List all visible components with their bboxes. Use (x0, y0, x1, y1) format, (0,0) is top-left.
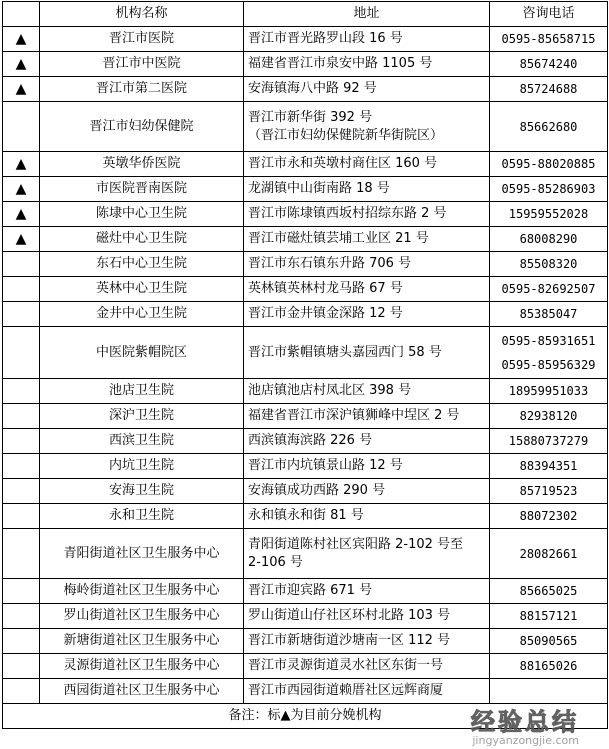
address-line: 晋江市新塘街道沙塘南一区 112 号 (248, 633, 451, 648)
phone-number: 0595-85931651 (501, 333, 596, 348)
address-line: 晋江市迎宾路 671 号 (248, 583, 373, 598)
institution-phone (490, 227, 608, 252)
delivery-marker-icon (3, 454, 40, 479)
table-row (3, 277, 608, 302)
institution-address (244, 52, 490, 77)
header-name: 机构名称 (40, 2, 244, 27)
address-line: 晋江市新华街 392 号 (248, 109, 373, 125)
institution-phone (490, 429, 608, 454)
institution-address (244, 152, 490, 177)
phone-number: 85719523 (519, 484, 578, 498)
institution-name: 中医院紫帽院区 (40, 327, 244, 379)
institution-phone (490, 579, 608, 604)
phone-number: 0595-82692507 (501, 282, 596, 296)
institution-name: 安海卫生院 (40, 479, 244, 504)
institution-phone (490, 302, 608, 327)
phone-number: 85090565 (519, 634, 578, 648)
institution-address (244, 404, 490, 429)
phone-number: 85665025 (519, 584, 578, 598)
phone-number: 85385047 (519, 307, 578, 321)
institution-address (244, 252, 490, 277)
header-row (3, 2, 608, 27)
institution-phone (490, 454, 608, 479)
institution-name: 灵源街道社区卫生服务中心 (40, 654, 244, 679)
table-row (3, 227, 608, 252)
delivery-marker-icon (3, 579, 40, 604)
institution-name: 东石中心卫生院 (40, 252, 244, 277)
address-line: 英林镇英林村龙马路 67 号 (248, 281, 403, 296)
institution-name: 西滨卫生院 (40, 429, 244, 454)
phone-number: 85674240 (519, 57, 578, 71)
table-row (3, 479, 608, 504)
table-row (3, 177, 608, 202)
institution-name: 青阳街道社区卫生服务中心 (40, 529, 244, 579)
delivery-marker-icon (3, 379, 40, 404)
institution-name: 罗山街道社区卫生服务中心 (40, 604, 244, 629)
phone-number: 18959951033 (508, 384, 589, 398)
watermark-url-text: jingyanzongjie.com (472, 734, 579, 747)
delivery-marker-icon (3, 302, 40, 327)
table-row (3, 252, 608, 277)
address-line: 安海镇成功西路 290 号 (248, 483, 386, 498)
address-line: 晋江市内坑镇景山路 12 号 (248, 458, 403, 473)
address-line: 晋江市灵源街道灵水社区东街一号 (248, 658, 444, 673)
phone-number: 85662680 (519, 119, 578, 134)
institution-name: 金井中心卫生院 (40, 302, 244, 327)
institution-phone (490, 654, 608, 679)
institution-phone (490, 202, 608, 227)
table-row (3, 102, 608, 152)
delivery-marker-icon: ▲ (3, 52, 40, 77)
address-line: 青阳街道陈村社区宾阳路 2-102 号至 (248, 536, 464, 552)
institution-address (244, 504, 490, 529)
institution-name: 陈埭中心卫生院 (40, 202, 244, 227)
delivery-marker-icon (3, 429, 40, 454)
delivery-marker-icon: ▲ (3, 152, 40, 177)
delivery-marker-icon: ▲ (3, 77, 40, 102)
institution-name: 深沪卫生院 (40, 404, 244, 429)
delivery-marker-icon (3, 504, 40, 529)
table-row (3, 679, 608, 704)
watermark-main-text: 经验总结 (471, 708, 579, 736)
institution-phone (490, 152, 608, 177)
institution-address (244, 654, 490, 679)
table-row (3, 77, 608, 102)
table-row (3, 27, 608, 52)
institution-address (244, 202, 490, 227)
phone-number: 85508320 (519, 257, 578, 271)
delivery-marker-icon (3, 277, 40, 302)
phone-number: 88072302 (519, 509, 578, 523)
institution-address (244, 327, 490, 379)
institution-address (244, 379, 490, 404)
institution-address (244, 679, 490, 704)
institution-name: 晋江市妇幼保健院 (40, 102, 244, 152)
institution-name: 英林中心卫生院 (40, 277, 244, 302)
table-body (3, 27, 608, 704)
table-row (3, 504, 608, 529)
phone-number: 0595-88020885 (501, 157, 596, 171)
delivery-marker-icon (3, 679, 40, 704)
address-line: 晋江市磁灶镇芸埔工业区 21 号 (248, 231, 429, 246)
institution-address (244, 454, 490, 479)
institution-name: 永和卫生院 (40, 504, 244, 529)
address-line: 池店镇池店村凤北区 398 号 (248, 383, 412, 398)
phone-number: 88157121 (519, 609, 578, 623)
hospital-table (2, 1, 608, 729)
institution-name: 西园街道社区卫生服务中心 (40, 679, 244, 704)
address-line: 晋江市晋光路罗山段 16 号 (248, 31, 403, 46)
delivery-marker-icon (3, 604, 40, 629)
institution-name: 磁灶中心卫生院 (40, 227, 244, 252)
phone-number: 88394351 (519, 459, 578, 473)
delivery-marker-icon: ▲ (3, 177, 40, 202)
institution-address (244, 479, 490, 504)
institution-phone (490, 277, 608, 302)
table-row (3, 429, 608, 454)
address-line: 龙湖镇中山街南路 18 号 (248, 181, 390, 196)
institution-address (244, 177, 490, 202)
institution-address (244, 629, 490, 654)
institution-phone (490, 604, 608, 629)
institution-phone (490, 679, 608, 704)
delivery-marker-icon (3, 252, 40, 277)
phone-number: 15880737279 (508, 434, 589, 448)
institution-name: 市医院晋南医院 (40, 177, 244, 202)
address-line: 2-106 号 (248, 554, 303, 570)
phone-number: 82938120 (519, 409, 578, 423)
table-row (3, 152, 608, 177)
address-line: 晋江市永和英墩村商住区 160 号 (248, 156, 438, 171)
address-line: 晋江市西园街道赖厝社区远辉商厦 (248, 683, 444, 698)
institution-phone (490, 102, 608, 152)
header-address: 地址 (244, 2, 490, 27)
phone-number: 68008290 (519, 232, 578, 246)
table-row (3, 302, 608, 327)
delivery-marker-icon (3, 654, 40, 679)
institution-phone (490, 504, 608, 529)
header-mark-cell (3, 2, 40, 27)
phone-number: 0595-85286903 (501, 182, 596, 196)
institution-phone (490, 404, 608, 429)
watermark-logo (471, 709, 579, 747)
table-row (3, 202, 608, 227)
address-line: 晋江市金井镇金深路 12 号 (248, 306, 403, 321)
delivery-marker-icon (3, 629, 40, 654)
institution-address (244, 604, 490, 629)
address-line: 西滨镇海滨路 226 号 (248, 433, 373, 448)
header-phone: 咨询电话 (490, 2, 608, 27)
institution-name: 晋江市医院 (40, 27, 244, 52)
phone-number: 28082661 (519, 546, 578, 561)
address-line: 福建省晋江市深沪镇狮峰中埕区 2 号 (248, 408, 460, 423)
phone-number: 15959552028 (508, 207, 589, 221)
delivery-marker-icon: ▲ (3, 227, 40, 252)
delivery-marker-icon (3, 529, 40, 579)
institution-name: 池店卫生院 (40, 379, 244, 404)
institution-address (244, 302, 490, 327)
address-line: 罗山街道山仔社区环村北路 103 号 (248, 608, 451, 623)
institution-address (244, 227, 490, 252)
institution-name: 晋江市第二医院 (40, 77, 244, 102)
institution-name: 内坑卫生院 (40, 454, 244, 479)
address-line: 晋江市东石镇东升路 706 号 (248, 256, 412, 271)
table-row (3, 579, 608, 604)
address-line: 永和镇永和街 81 号 (248, 508, 364, 523)
table-row (3, 404, 608, 429)
institution-address (244, 77, 490, 102)
delivery-marker-icon (3, 327, 40, 379)
institution-address (244, 27, 490, 52)
table-row (3, 379, 608, 404)
table-row (3, 629, 608, 654)
table-row (3, 529, 608, 579)
address-line: 福建省晋江市泉安中路 1105 号 (248, 56, 433, 71)
phone-number: 0595-85956329 (501, 357, 596, 372)
institution-address (244, 277, 490, 302)
institution-phone (490, 77, 608, 102)
institution-address (244, 429, 490, 454)
address-line: 安海镇海八中路 92 号 (248, 81, 377, 96)
delivery-marker-icon (3, 404, 40, 429)
institution-name: 新塘街道社区卫生服务中心 (40, 629, 244, 654)
address-line: 晋江市陈埭镇西坂村招综东路 2 号 (248, 206, 447, 221)
phone-number: 85724688 (519, 82, 578, 96)
table-row (3, 454, 608, 479)
institution-phone (490, 52, 608, 77)
phone-number: 88165026 (519, 659, 578, 673)
institution-address (244, 579, 490, 604)
table-row (3, 654, 608, 679)
institution-address (244, 529, 490, 579)
table-row (3, 327, 608, 379)
delivery-marker-icon: ▲ (3, 202, 40, 227)
footer-note: 备注：标▲为目前分娩机构 (3, 704, 608, 729)
address-line: （晋江市妇幼保健院新华街院区） (248, 127, 444, 143)
delivery-marker-icon (3, 102, 40, 152)
institution-phone (490, 529, 608, 579)
table-row (3, 52, 608, 77)
institution-phone (490, 177, 608, 202)
institution-phone (490, 327, 608, 379)
institution-phone (490, 379, 608, 404)
institution-phone (490, 252, 608, 277)
institution-phone (490, 27, 608, 52)
institution-phone (490, 629, 608, 654)
table-row (3, 604, 608, 629)
institution-phone (490, 479, 608, 504)
phone-number: 0595-85658715 (501, 32, 596, 46)
institution-address (244, 102, 490, 152)
delivery-marker-icon (3, 479, 40, 504)
institution-name: 梅岭街道社区卫生服务中心 (40, 579, 244, 604)
delivery-marker-icon: ▲ (3, 27, 40, 52)
institution-name: 英墩华侨医院 (40, 152, 244, 177)
address-line: 晋江市紫帽镇塘头嘉园西门 58 号 (248, 344, 442, 360)
institution-name: 晋江市中医院 (40, 52, 244, 77)
